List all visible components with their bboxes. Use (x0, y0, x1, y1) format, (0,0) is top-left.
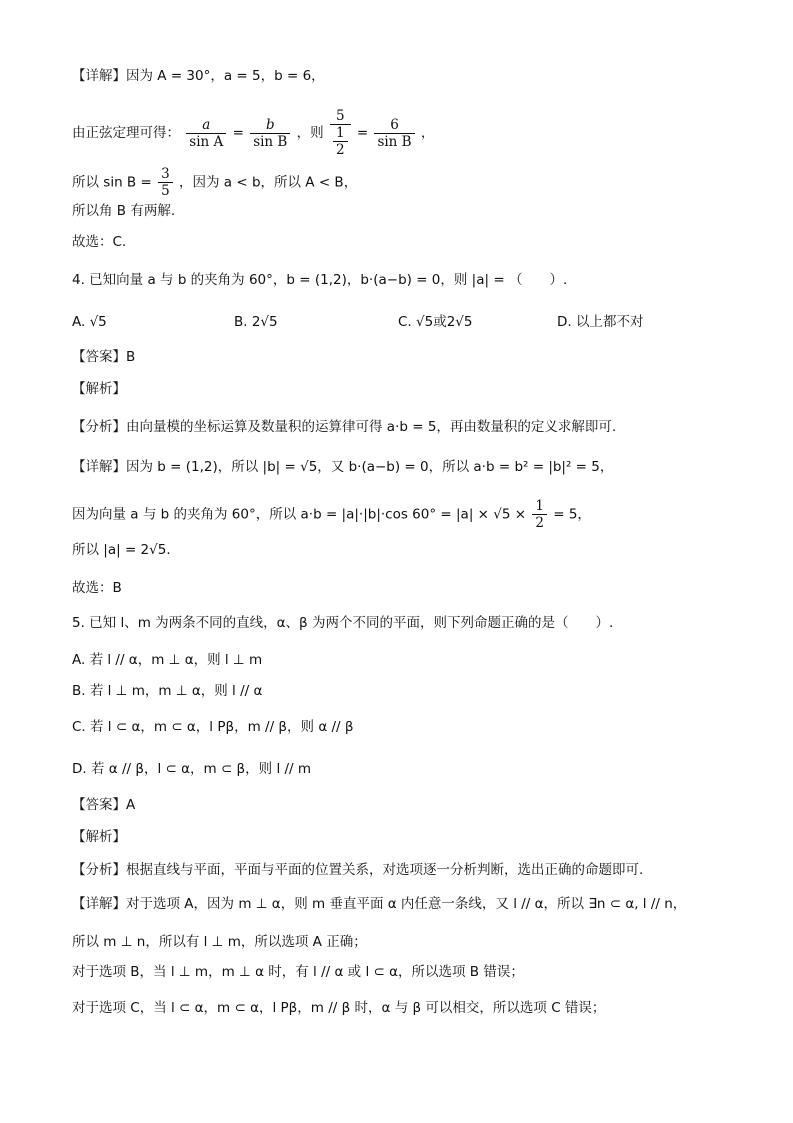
q4-detail-line3: 所以 |a| = 2√5. (72, 542, 171, 558)
q5-stem: 5. 已知 l、m 为两条不同的直线，α、β 为两个不同的平面，则下列命题正确的是（ ）. (72, 615, 614, 631)
q3-sine-law-intro: 由正弦定理可得： (72, 125, 180, 141)
q4-analysis-label: 【解析】 (72, 381, 126, 397)
q3-sinB-line (72, 166, 357, 199)
q4-choose: 故选：B (72, 580, 122, 596)
q5-option-a: A. 若 l // α，m ⊥ α，则 l ⊥ m (72, 652, 263, 668)
q4-stem: 4. 已知向量 a 与 b 的夹角为 60°，b = (1,2)，b·(a−b) = 0，则 |a| = （ ）. (72, 272, 568, 288)
fraction-5-over-half: $\frac{5}{\frac{1}{2}}$ (330, 108, 351, 158)
q4-option-d: D. 以上都不对 (557, 314, 644, 330)
q4-analysis: 【分析】由向量模的坐标运算及数量积的运算律可得 a·b = 5，再由数量积的定义求解即可. (72, 419, 617, 435)
equals-sign: = (356, 125, 373, 141)
q3-detail-text: 因为 A = 30°，a = 5，b = 6， (126, 68, 325, 84)
q3-choose: 故选：C. (72, 234, 127, 250)
fraction-3-over-5: $\frac{3}{5}$ (158, 166, 173, 199)
q5-detail-line1: 【详解】对于选项 A，因为 m ⊥ α，则 m 垂直平面 α 内任意一条线，又 l // α，所以 ∃n ⊂ α, l // n， (72, 896, 687, 912)
q3-sinB-post: ，因为 a < b，所以 A < B， (178, 174, 358, 191)
q3-sine-law-line (72, 108, 434, 158)
q4-option-b: B. 2√5 (234, 314, 278, 330)
fraction-b-over-sinB: $\frac{b}{\text{sin B}}$ (250, 117, 290, 150)
fraction-a-over-sinA: $\frac{a}{\text{sin A}}$ (186, 117, 226, 150)
fraction-1-over-2: $\frac{1}{2}$ (532, 498, 547, 531)
q5-detail-line2: 所以 m ⊥ n，所以有 l ⊥ m，所以选项 A 正确； (72, 934, 367, 950)
equals-sign: = (232, 125, 249, 141)
q5-analysis: 【分析】根据直线与平面，平面与平面的位置关系，对选项逐一分析判断，选出正确的命题即可. (72, 862, 644, 878)
q5-detail-line4: 对于选项 C，当 l ⊂ α，m ⊂ α，l Pβ，m // β 时，α 与 β 可以相交，所以选项 C 错误； (72, 1000, 606, 1016)
then-text: ，则 (296, 125, 324, 141)
q3-detail-line1 (72, 67, 325, 85)
q5-option-b: B. 若 l ⊥ m，m ⊥ α，则 l // α (72, 683, 263, 699)
q4-detail2-post: = 5， (553, 506, 591, 523)
q4-option-a: A. √5 (72, 314, 107, 330)
detail-label: 【详解】 (72, 68, 126, 84)
q5-answer: 【答案】A (72, 797, 136, 813)
q4-detail-line1: 【详解】因为 b = (1,2)，所以 |b| = √5，又 b·(a−b) = 0，所以 a·b = b² = |b|² = 5， (72, 459, 614, 475)
q4-detail-line2 (72, 498, 591, 531)
q5-option-d: D. 若 α // β，l ⊂ α，m ⊂ β，则 l // m (72, 761, 312, 777)
q5-option-c: C. 若 l ⊂ α，m ⊂ α，l Pβ，m // β，则 α // β (72, 719, 354, 735)
q5-detail-line3: 对于选项 B，当 l ⊥ m，m ⊥ α 时，有 l // α 或 l ⊂ α，所以选项 B 错误； (72, 964, 524, 980)
q5-analysis-label: 【解析】 (72, 829, 126, 845)
q4-detail2-pre: 因为向量 a 与 b 的夹角为 60°，所以 a·b = |a|·|b|·cos 60° = |a| × √5 × (72, 506, 531, 523)
q3-conclusion: 所以角 B 有两解. (72, 203, 176, 219)
fraction-6-over-sinB: $\frac{6}{\text{sin B}}$ (374, 117, 414, 150)
q4-answer: 【答案】B (72, 349, 136, 365)
q3-sinB-pre: 所以 sin B = (72, 174, 157, 191)
comma: ， (420, 125, 435, 141)
q4-option-c: C. √5或2√5 (398, 314, 473, 330)
